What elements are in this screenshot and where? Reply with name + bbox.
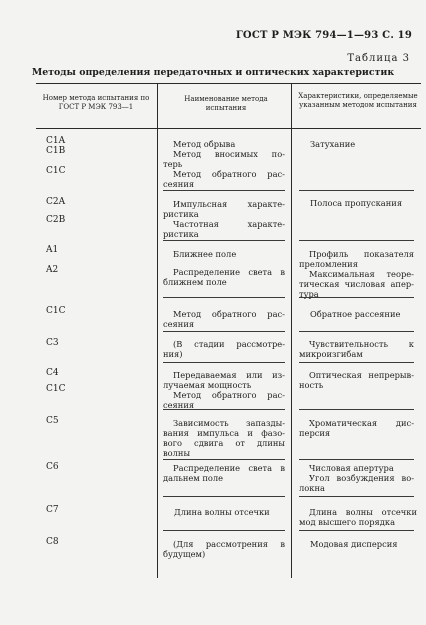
row-9-property: Длина волны отсечки мод высшего порядка: [299, 507, 417, 527]
row-2-method: Импульсная характе- ристика Частотная характе- ристика: [163, 199, 285, 239]
row-8-property: Числовая апертура Угол возбуждения во- локна: [299, 463, 414, 493]
row-10-property: Модовая дисперсия: [310, 539, 398, 549]
page-header: ГОСТ Р МЭК 794—1—93 С. 19: [235, 30, 412, 41]
table-top-rule: [36, 83, 421, 84]
row-3-property: Профиль показателя преломления Максимальная теоре- тическая числовая апер- тура: [299, 249, 414, 299]
column-header-number: Номер метода испытания по ГОСТ Р МЭК 793—1: [42, 94, 150, 111]
table-label: Таблица 3: [347, 53, 410, 64]
row-3-code: A1 A2: [46, 245, 59, 275]
row-10-code: C8: [46, 537, 59, 547]
row-3-method: Ближнее поле Распределение света в ближнем поле: [163, 249, 285, 287]
row-7-property: Хроматическая дис- персия: [299, 418, 414, 438]
column-divider-1: [157, 84, 158, 128]
row-5-property: Чувствительность к микроизгибам: [299, 339, 414, 359]
row-5-code: C3: [46, 338, 59, 348]
row-7-code: C5: [46, 416, 59, 426]
row-4-code: C1C: [46, 306, 66, 316]
row-4-property: Обратное рассеяние: [310, 309, 401, 319]
row-6-code: C4 C1C: [46, 368, 66, 394]
column-divider-2-body: [291, 128, 292, 578]
row-1-method: Метод обрыва Метод вносимых по- терь Метод обратного рас- сеяния: [163, 139, 285, 189]
row-6-method: Передаваемая или из- лучаемая мощность Метод обратного рас- сеяния: [163, 370, 285, 410]
row-10-method: (Для рассмотрения в будущем): [163, 539, 285, 559]
table-title: Методы определения передаточных и оптических характеристик: [31, 67, 395, 78]
row-8-method: Распределение света в дальнем поле: [163, 463, 285, 483]
row-6-property: Оптическая непрерыв- ность: [299, 370, 414, 390]
row-2-property: Полоса пропускания: [310, 198, 403, 208]
row-9-method: Длина волны отсечки: [174, 507, 270, 517]
row-1-code: C1A C1B C1C: [46, 136, 66, 176]
row-7-method: Зависимость запазды- вания импульса и фазо- вого сдвига от длины волны: [163, 418, 285, 458]
row-9-code: C7: [46, 505, 59, 515]
row-4-method: Метод обратного рас- сеяния: [163, 309, 285, 329]
row-5-method: (В стадии рассмотре- ния): [163, 339, 285, 359]
table-header-rule: [36, 128, 421, 129]
row-2-code: C2A C2B: [46, 197, 66, 225]
row-8-code: C6: [46, 462, 59, 472]
column-header-property: Характеристики, определяемые указанным методом испытания: [298, 92, 418, 109]
row-1-property: Затухание: [310, 139, 356, 149]
column-divider-2: [291, 84, 292, 128]
column-header-method: Наименование метода испытания: [184, 95, 268, 112]
column-divider-1-body: [157, 128, 158, 578]
